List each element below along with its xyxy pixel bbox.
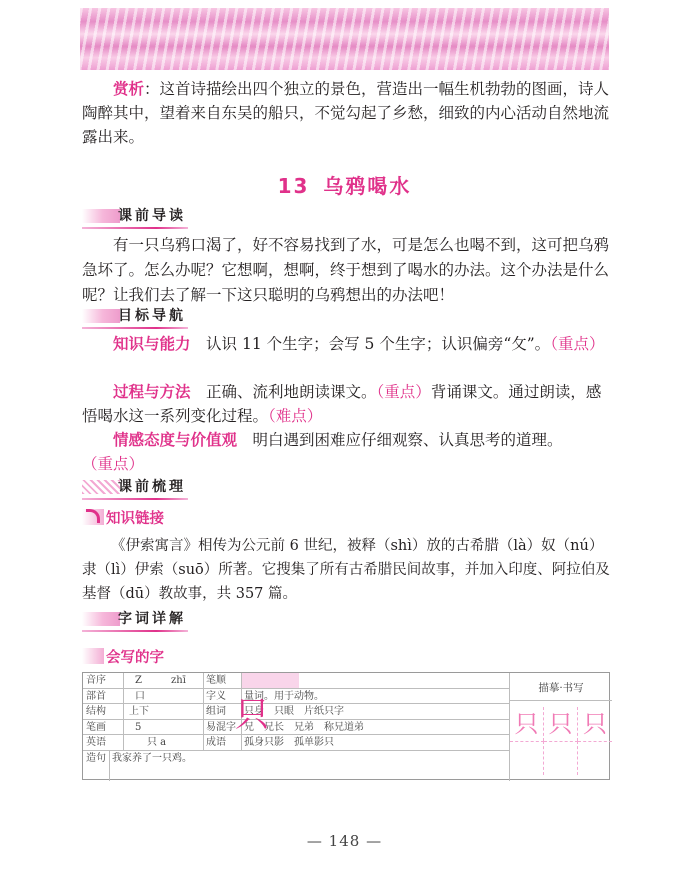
objective-knowledge-label: 知识与能力 <box>113 335 191 353</box>
words-label: 组词 <box>206 706 226 717</box>
english-value: 只 a <box>147 737 167 748</box>
table-row <box>83 751 509 767</box>
objective-process-text-2: 背诵课文。通过朗读，感悟喝水这一系列变化过程。 <box>82 383 602 425</box>
section-underline <box>82 227 188 229</box>
table-row <box>83 673 509 689</box>
practice-cell[interactable]: 只 <box>544 707 578 741</box>
lesson-name: 乌鸦喝水 <box>323 174 412 198</box>
sentence-label: 造句 <box>86 752 106 764</box>
stroke-count-value: 5 <box>135 721 142 733</box>
objective-knowledge-text: 认识 11 个生字；会写 5 个生字；认识偏旁“攵”。 <box>206 335 551 353</box>
practice-cell[interactable]: 只 <box>583 710 607 738</box>
knowledge-link-label: 知识链接 <box>106 511 164 527</box>
objective-process-mark-2: （难点） <box>268 407 323 425</box>
section-vocab-label: 字词详解 <box>118 611 186 627</box>
table-row <box>83 720 509 736</box>
section-bar-decoration <box>82 209 120 223</box>
featured-character: 只 <box>235 695 269 735</box>
table-row <box>83 689 509 705</box>
words-value: 只身 只眼 片纸只字 <box>244 706 344 717</box>
structure-value: 上下 <box>129 706 149 717</box>
practice-grid <box>510 707 612 775</box>
table-divider <box>203 673 204 751</box>
objective-attitude-label: 情感态度与价值观 <box>113 431 238 449</box>
section-bar-decoration <box>82 612 120 626</box>
table-row <box>83 704 509 720</box>
confusable-label: 易混字 <box>206 721 236 733</box>
appreciation-label: 赏析 <box>113 80 145 98</box>
page-number: — 148 — <box>306 832 383 850</box>
meaning-value: 量词。用于动物。 <box>244 690 324 702</box>
practice-box <box>509 673 611 781</box>
preview-paragraph: 有一只乌鸦口渴了，好不容易找到了水，可是怎么也喝不到，这可把乌鸦急坏了。怎么办呢？它想啊，想啊，终于想到了喝水的办法。这个办法是什么呢？让我们去了解一下这只聪明的乌鸦想出的办法吧！ <box>82 236 610 304</box>
section-objectives-label: 目标导航 <box>118 308 186 324</box>
pinyin-label: 音序 <box>86 675 106 686</box>
strokes-label: 笔顺 <box>206 675 226 686</box>
objective-process-label: 过程与方法 <box>113 383 191 401</box>
objective-process-text-1: 正确、流利地朗读课文。 <box>206 383 377 401</box>
practice-blank-cell[interactable] <box>544 741 578 775</box>
lesson-number: 13 <box>277 174 310 198</box>
lesson-title <box>0 170 689 199</box>
section-underline <box>82 327 188 329</box>
knowledge-link-paragraph: 《伊索寓言》相传为公元前 6 世纪，被释（shì）放的古希腊（là）奴（nú）隶（lì）伊索（suō）所著。它搜集了所有古希腊民间故事，并加入印度、阿拉伯及基督（dū）教故事，共 357 篇。 <box>82 538 610 602</box>
objective-process <box>82 380 610 428</box>
practice-blank-cell[interactable] <box>510 741 544 775</box>
objective-attitude <box>82 428 610 476</box>
radical-label: 部首 <box>86 690 106 702</box>
table-row <box>83 735 509 751</box>
confusable-value: 兄 兄长 兄弟 称兄道弟 <box>244 721 364 733</box>
appreciation-paragraph <box>82 77 610 149</box>
objective-knowledge <box>82 332 610 356</box>
objective-attitude-text: 明白遇到困难应仔细观察、认真思考的道理。 <box>252 431 563 449</box>
pinyin-value: zhī <box>171 675 186 686</box>
objective-attitude-mark: （重点） <box>82 455 145 473</box>
practice-label: 描摹·书写 <box>510 675 612 701</box>
section-underline <box>82 498 188 500</box>
meaning-label: 字义 <box>206 690 226 702</box>
section-bar-decoration <box>82 480 120 494</box>
section-bar-decoration <box>82 309 120 323</box>
section-review-label: 课前梳理 <box>118 479 186 495</box>
section-preview-label: 课前导读 <box>118 208 186 224</box>
write-chars-label: 会写的字 <box>106 650 164 666</box>
objective-knowledge-mark: （重点） <box>550 335 605 353</box>
pinyin-initial: Z <box>135 675 142 686</box>
practice-blank-cell[interactable] <box>578 741 612 775</box>
subheader-mark-decoration <box>82 648 104 664</box>
structure-label: 结构 <box>86 706 106 717</box>
appreciation-text: ：这首诗描绘出四个独立的景色，营造出一幅生机勃勃的图画，诗人陶醉其中，望着来自东吴的船只，不觉勾起了乡愁，细致的内心活动自然地流露出来。 <box>82 80 610 146</box>
strokes-value <box>241 673 299 688</box>
english-label: 英语 <box>86 737 106 748</box>
character-card <box>82 672 610 780</box>
practice-cell[interactable]: 只 <box>510 707 544 741</box>
decorative-header-banner <box>80 8 609 70</box>
radical-value: 口 <box>135 690 145 702</box>
table-divider <box>123 673 124 751</box>
sentence-value: 我家养了一只鸡。 <box>112 752 192 764</box>
stroke-count-label: 笔画 <box>86 721 106 733</box>
table-divider <box>109 751 110 781</box>
section-underline <box>82 630 188 632</box>
objective-process-mark-1: （重点） <box>376 383 431 401</box>
idiom-value: 孤身只影 孤单影只 <box>244 737 334 748</box>
idiom-label: 成语 <box>206 737 226 748</box>
